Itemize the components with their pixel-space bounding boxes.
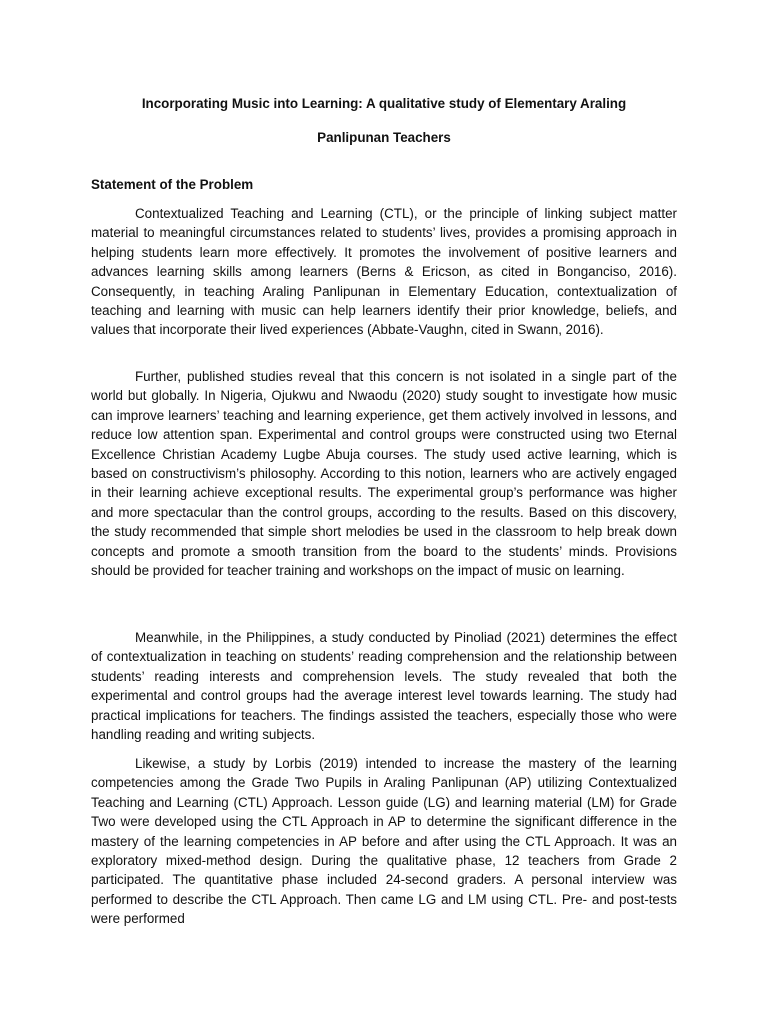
title-line-1: Incorporating Music into Learning: A qualitative study of Elementary Araling xyxy=(141,96,627,111)
paragraph-4: Likewise, a study by Lorbis (2019) intended to increase the mastery of the learning competencies among the Grade Two Pupils in Araling Panlipunan (AP) utilizing Contextualized Teaching and Learning (CTL) Approach. Lesson guide (LG) and learning material (LM) for Grade Two were developed using the CTL Approach in AP to determine the significant difference in the mastery of the learning competencies in AP before and after using the CTL Approach. It was an exploratory mixed-method design. During the qualitative phase, 12 teachers from Grade 2 participated. The quantitative phase included 24-second graders. A personal interview was performed to describe the CTL Approach. Then came LG and LM using CTL. Pre- and post-tests were performed xyxy=(91,756,677,927)
paragraph-1: Contextualized Teaching and Learning (CTL), or the principle of linking subject matter material to meaningful circumstances related to students’ lives, provides a promising approach in helping students learn more effectively. It promotes the involvement of positive learners and advances learning skills among learners (Berns & Ericson, as cited in Bonganciso, 2016). Consequently, in teaching Araling Panlipunan in Elementary Education, contextualization of teaching and learning with music can help learners identify their prior knowledge, beliefs, and values that incorporate their lived experiences (Abbate-Vaughn, cited in Swann, 2016). xyxy=(91,206,677,338)
section-heading: Statement of the Problem xyxy=(91,177,254,192)
paragraph-3: Meanwhile, in the Philippines, a study conducted by Pinoliad (2021) determines the effect of contextualization in teaching on students’ reading comprehension and the relationship between students’ reading interests and comprehension levels. The study revealed that both the experimental and control groups had the average interest level towards learning. The study had practical implications for teachers. The findings assisted the teachers, especially those who were handling reading and writing subjects. xyxy=(91,630,677,743)
title-line-2: Panlipunan Teachers xyxy=(317,130,451,145)
paragraph-2: Further, published studies reveal that this concern is not isolated in a single part of the world but globally. In Nigeria, Ojukwu and Nwaodu (2020) study sought to investigate how music can improve learners’ teaching and learning experience, get them actively involved in lessons, and reduce low attention span. Experimental and control groups were constructed using two Eternal Excellence Christian Academy Lugbe Abuja courses. The study used active learning, which is based on constructivism’s philosophy. According to this notion, learners who are actively engaged in their learning achieve exceptional results. The experimental group’s performance was higher and more spectacular than the control groups, according to the results. Based on this discovery, the study recommended that simple short melodies be used in the classroom to help break down concepts and promote a smooth transition from the board to the students’ minds. Provisions should be provided for teacher training and workshops on the impact of music on learning. xyxy=(91,369,677,579)
